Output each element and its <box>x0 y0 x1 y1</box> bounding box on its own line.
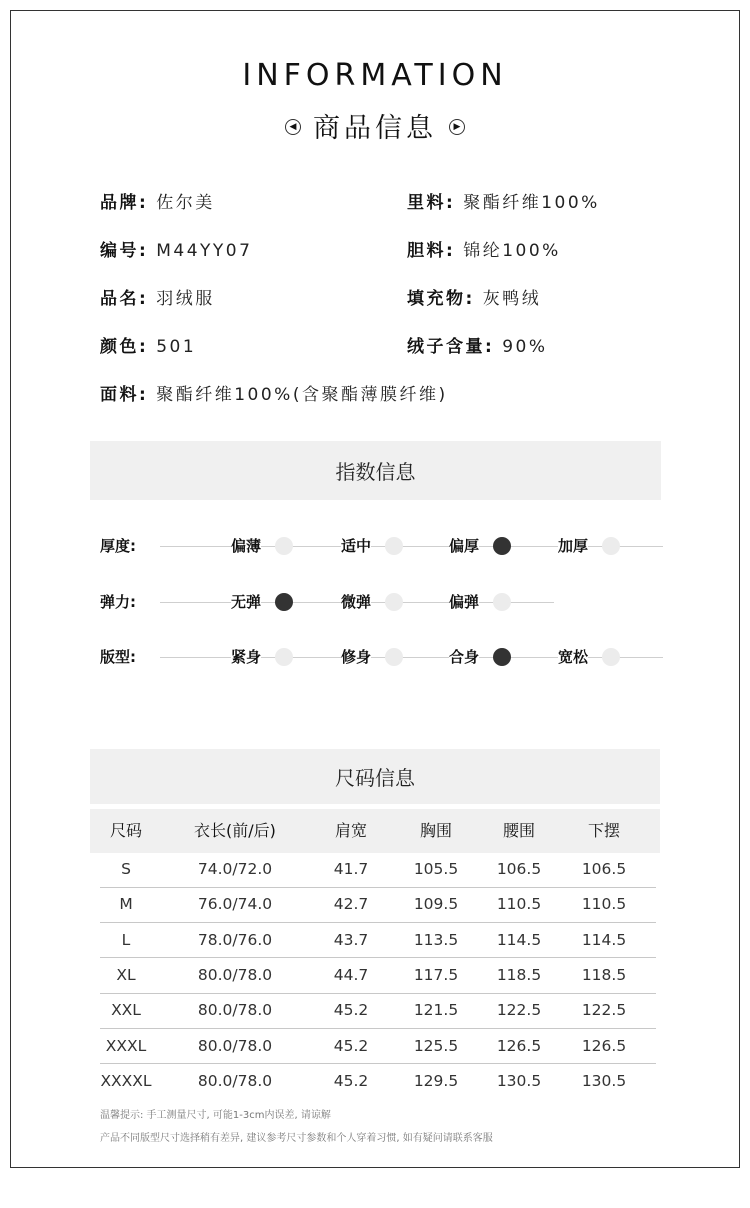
table-cell: 130.5 <box>581 1071 627 1090</box>
table-cell: 44.7 <box>333 965 369 984</box>
info-brand <box>100 188 215 213</box>
table-cell: L <box>121 930 131 949</box>
info-down-content <box>407 332 548 357</box>
table-cell: 110.5 <box>496 895 542 914</box>
size-table-header <box>90 809 660 853</box>
index-row-elasticity <box>0 587 750 617</box>
option-label: 适中 <box>341 531 371 561</box>
table-cell: 43.7 <box>333 930 369 949</box>
table-cell: 80.0/78.0 <box>197 1071 273 1090</box>
table-cell: 114.5 <box>581 930 627 949</box>
table-cell: 126.5 <box>581 1036 627 1055</box>
table-cell: 126.5 <box>496 1036 542 1055</box>
table-cell: 117.5 <box>413 965 459 984</box>
table-row <box>0 958 750 993</box>
table-cell: 45.2 <box>333 1001 369 1020</box>
info-inner <box>407 236 561 261</box>
info-label: 胆料: <box>407 241 456 261</box>
index-row-thickness <box>0 531 750 561</box>
option-label: 无弹 <box>231 587 261 617</box>
option-dot-selected <box>493 537 511 555</box>
table-cell: 106.5 <box>581 860 627 878</box>
info-value: 佐尔美 <box>156 193 215 213</box>
left-arrow-icon: ◀ <box>285 119 301 135</box>
table-row <box>0 923 750 958</box>
table-cell: S <box>121 860 131 878</box>
right-arrow-icon: ▶ <box>449 119 465 135</box>
table-cell: 41.7 <box>333 860 369 878</box>
table-cell: 125.5 <box>413 1036 459 1055</box>
option-label: 加厚 <box>558 531 588 561</box>
table-cell: 118.5 <box>581 965 627 984</box>
table-cell: 106.5 <box>496 860 542 878</box>
column-header: 下摆 <box>587 821 620 840</box>
info-label: 编号: <box>100 241 149 261</box>
table-row <box>0 852 750 887</box>
option-dot <box>385 648 403 666</box>
info-filling <box>407 284 541 309</box>
option-label: 偏弹 <box>449 587 479 617</box>
column-header: 尺码 <box>109 821 142 840</box>
size-section-title: 尺码信息 <box>90 749 660 804</box>
info-value: 锦纶100% <box>463 241 561 261</box>
option-dot <box>493 593 511 611</box>
table-cell: 45.2 <box>333 1071 369 1090</box>
table-cell: 114.5 <box>496 930 542 949</box>
option-dot <box>275 537 293 555</box>
info-lining <box>407 188 600 213</box>
option-label: 合身 <box>449 642 479 672</box>
info-value: 聚酯纤维100% <box>463 193 600 213</box>
option-dot <box>602 648 620 666</box>
index-row-label: 厚度: <box>100 537 136 555</box>
table-cell: 80.0/78.0 <box>197 1036 273 1055</box>
table-cell: 42.7 <box>333 895 369 914</box>
option-dot <box>602 537 620 555</box>
index-section-title: 指数信息 <box>90 441 661 500</box>
table-cell: 78.0/76.0 <box>197 930 273 949</box>
option-label: 偏厚 <box>449 531 479 561</box>
info-label: 绒子含量: <box>407 337 495 357</box>
table-cell: 121.5 <box>413 1001 459 1020</box>
info-code <box>100 236 252 261</box>
table-cell: 109.5 <box>413 895 459 914</box>
column-header: 衣长(前/后) <box>194 821 276 840</box>
table-cell: 80.0/78.0 <box>197 1001 273 1020</box>
info-value: 聚酯纤维100%(含聚酯薄膜纤维) <box>156 385 448 405</box>
index-row-fit <box>0 642 750 672</box>
info-label: 里料: <box>407 193 456 213</box>
table-cell: M <box>119 895 133 914</box>
table-row <box>0 993 750 1028</box>
table-cell: 122.5 <box>581 1001 627 1020</box>
info-fabric <box>100 380 448 405</box>
info-label: 品牌: <box>100 193 149 213</box>
info-value: 羽绒服 <box>156 289 215 309</box>
table-cell: 122.5 <box>496 1001 542 1020</box>
title-chinese-text: 商品信息 <box>313 113 437 144</box>
info-label: 填充物: <box>407 289 475 309</box>
table-cell: 105.5 <box>413 860 459 878</box>
title-chinese <box>0 106 750 145</box>
info-value: M44YY07 <box>156 241 253 261</box>
table-row <box>0 1029 750 1064</box>
option-label: 修身 <box>341 642 371 672</box>
option-dot-selected <box>493 648 511 666</box>
index-row-label: 弹力: <box>100 593 136 611</box>
table-cell: XL <box>116 965 136 984</box>
table-cell: 130.5 <box>496 1071 542 1090</box>
table-cell: 110.5 <box>581 895 627 914</box>
option-dot <box>385 537 403 555</box>
info-label: 面料: <box>100 385 149 405</box>
option-label: 宽松 <box>558 642 588 672</box>
note-measurement: 温馨提示: 手工测量尺寸, 可能1-3cm内误差, 请谅解 <box>100 1110 331 1121</box>
option-label: 偏薄 <box>231 531 261 561</box>
table-cell: 113.5 <box>413 930 459 949</box>
info-name <box>100 284 215 309</box>
option-label: 微弹 <box>341 587 371 617</box>
info-color <box>100 332 196 357</box>
info-value: 灰鸭绒 <box>482 289 542 309</box>
note-size-advice: 产品不同版型尺寸选择稍有差异, 建议参考尺寸参数和个人穿着习惯, 如有疑问请联系客服 <box>100 1133 493 1144</box>
title-english: INFORMATION <box>242 58 508 93</box>
info-label: 颜色: <box>100 337 149 357</box>
column-header: 胸围 <box>419 821 452 840</box>
info-label: 品名: <box>100 289 149 309</box>
table-row <box>0 887 750 922</box>
column-header: 肩宽 <box>334 821 367 840</box>
table-cell: XXL <box>111 1001 141 1020</box>
table-cell: 45.2 <box>333 1036 369 1055</box>
table-row <box>0 1064 750 1099</box>
option-dot <box>275 648 293 666</box>
table-cell: 80.0/78.0 <box>197 965 273 984</box>
column-header: 腰围 <box>502 821 535 840</box>
table-cell: 118.5 <box>496 965 542 984</box>
table-cell: XXXL <box>105 1036 147 1055</box>
option-label: 紧身 <box>231 642 261 672</box>
table-cell: 76.0/74.0 <box>197 895 273 914</box>
info-value: 501 <box>156 337 197 357</box>
table-cell: XXXXL <box>100 1071 152 1090</box>
option-dot <box>385 593 403 611</box>
table-cell: 74.0/72.0 <box>197 860 273 878</box>
option-dot-selected <box>275 593 293 611</box>
table-cell: 129.5 <box>413 1071 459 1090</box>
info-value: 90% <box>502 337 548 357</box>
index-row-label: 版型: <box>100 648 136 666</box>
